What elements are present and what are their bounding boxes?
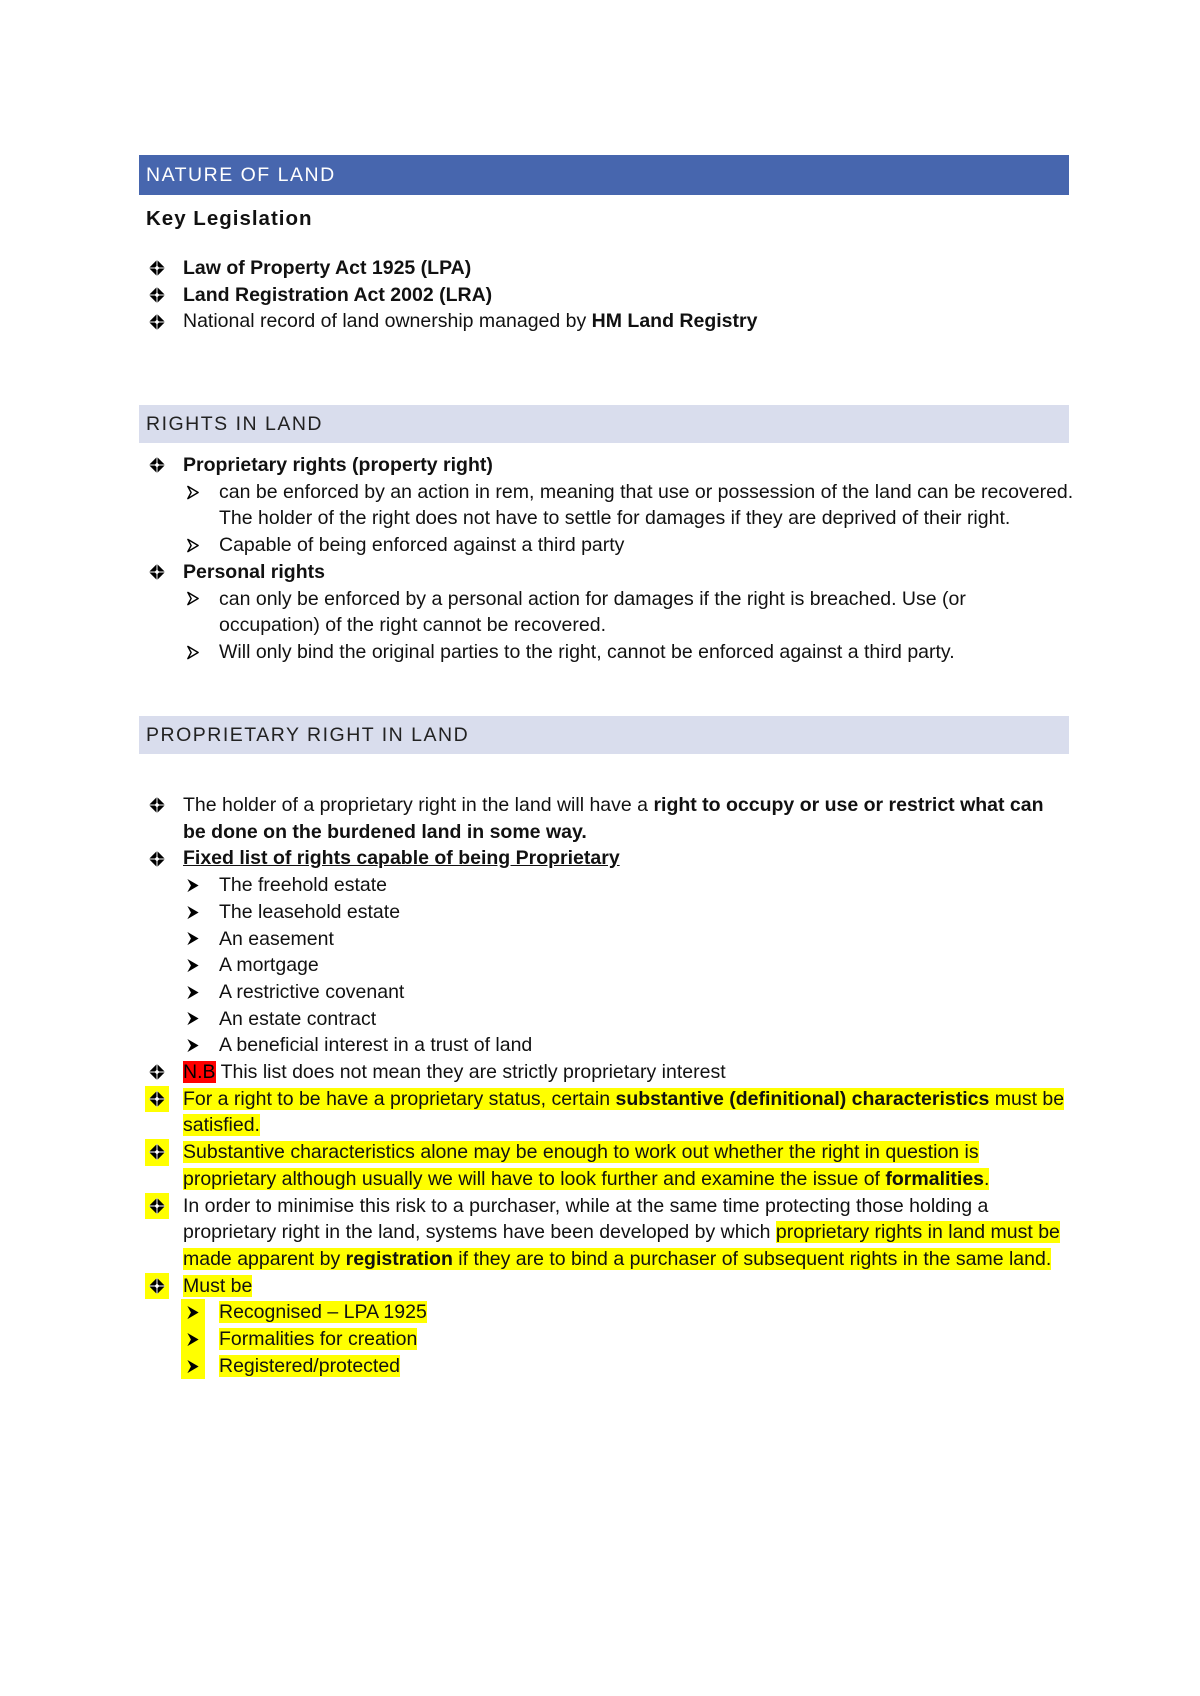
section-header-rights-in-land xyxy=(139,405,1069,443)
diamond-bullet-icon xyxy=(145,559,169,586)
list-item: Must be xyxy=(0,1273,1070,1300)
section-header-proprietary-right-in-land xyxy=(139,716,1069,754)
list-item: Substantive characteristics alone may be enough to work out whether the right in question is proprietary although usually we will have to look further and examine the issue of formalities. xyxy=(0,1139,1070,1192)
arrow-bullet-icon xyxy=(181,532,205,559)
diamond-bullet-icon xyxy=(145,308,169,335)
nb-tag: N.B xyxy=(183,1061,216,1084)
sub-list-item: A restrictive covenant xyxy=(0,979,1070,1006)
list-item: Land Registration Act 2002 (LRA) xyxy=(0,282,1070,309)
arrow-bullet-icon xyxy=(181,1032,205,1059)
arrow-bullet-icon xyxy=(181,1326,205,1353)
sub-list-item: Formalities for creation xyxy=(0,1326,1070,1353)
list-item: Law of Property Act 1925 (LPA) xyxy=(0,255,1070,282)
sub-list-item: Registered/protected xyxy=(0,1353,1070,1380)
diamond-bullet-icon xyxy=(145,792,169,819)
diamond-bullet-icon xyxy=(145,282,169,309)
arrow-bullet-icon xyxy=(181,1299,205,1326)
diamond-bullet-icon xyxy=(145,1139,169,1166)
proprietary-list xyxy=(0,792,1070,1379)
diamond-bullet-icon xyxy=(145,1193,169,1220)
legislation-list xyxy=(0,255,1070,335)
section-title: PROPRIETARY RIGHT IN LAND xyxy=(146,723,470,746)
list-item: Personal rights xyxy=(0,559,1070,586)
arrow-bullet-icon xyxy=(181,952,205,979)
sub-list-item: An estate contract xyxy=(0,1006,1070,1033)
arrow-bullet-icon xyxy=(181,979,205,1006)
section-title: NATURE OF LAND xyxy=(146,163,336,186)
list-item: For a right to be have a proprietary status, certain substantive (definitional) characteristics must be satisfied. xyxy=(0,1086,1070,1139)
diamond-bullet-icon xyxy=(145,1059,169,1086)
arrow-bullet-icon xyxy=(181,1353,205,1380)
list-item: Proprietary rights (property right) xyxy=(0,452,1070,479)
sub-list-item: Will only bind the original parties to the right, cannot be enforced against a third party. xyxy=(0,639,1070,666)
arrow-bullet-icon xyxy=(181,1006,205,1033)
arrow-bullet-icon xyxy=(181,899,205,926)
arrow-bullet-icon xyxy=(181,586,205,613)
sub-list-item: A beneficial interest in a trust of land xyxy=(0,1032,1070,1059)
diamond-bullet-icon xyxy=(145,452,169,479)
section-title: RIGHTS IN LAND xyxy=(146,412,324,435)
diamond-bullet-icon xyxy=(145,845,169,872)
list-item: The holder of a proprietary right in the land will have a right to occupy or use or restrict what can be done on the burdened land in some way. xyxy=(0,792,1070,845)
list-item: National record of land ownership managed by HM Land Registry xyxy=(0,308,1070,335)
sub-list-item: The leasehold estate xyxy=(0,899,1070,926)
list-item: Fixed list of rights capable of being Proprietary xyxy=(0,845,1070,872)
sub-list-item: can only be enforced by a personal action for damages if the right is breached. Use (or occupation) of the right cannot be recovered. xyxy=(0,586,1070,639)
arrow-bullet-icon xyxy=(181,479,205,506)
diamond-bullet-icon xyxy=(145,255,169,282)
sub-list-item: can be enforced by an action in rem, meaning that use or possession of the land can be recovered. The holder of the right does not have to settle for damages if they are deprived of their right. xyxy=(0,479,1099,532)
sub-list-item: A mortgage xyxy=(0,952,1070,979)
arrow-bullet-icon xyxy=(181,926,205,953)
diamond-bullet-icon xyxy=(145,1086,169,1113)
list-item: N.B This list does not mean they are strictly proprietary interest xyxy=(0,1059,1070,1086)
arrow-bullet-icon xyxy=(181,639,205,666)
sub-list-item: The freehold estate xyxy=(0,872,1070,899)
sub-list-item: Recognised – LPA 1925 xyxy=(0,1299,1070,1326)
list-item: In order to minimise this risk to a purchaser, while at the same time protecting those holding a proprietary right in the land, systems have been developed by which proprietary rights in land must be made apparent by registration if they are to bind a purchaser of subsequent rights in the same land. xyxy=(0,1193,1070,1273)
section-header-nature-of-land xyxy=(139,155,1069,195)
rights-list xyxy=(0,452,1099,666)
sub-list-item: An easement xyxy=(0,926,1070,953)
sub-list-item: Capable of being enforced against a third party xyxy=(0,532,1070,559)
arrow-bullet-icon xyxy=(181,872,205,899)
diamond-bullet-icon xyxy=(145,1273,169,1300)
key-legislation-heading: Key Legislation xyxy=(146,207,313,230)
